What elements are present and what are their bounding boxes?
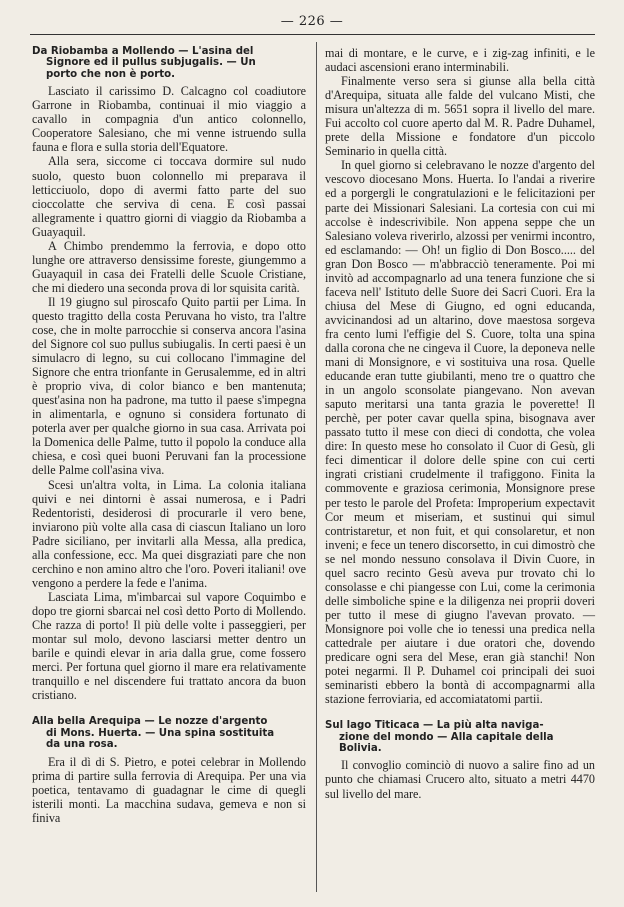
paragraph-continuation: mai di montare, e le curve, e i zig-zag infiniti, e le audaci ascensioni erano interminabili. (325, 46, 595, 75)
heading-line: Da Riobamba a Mollendo — L'asina del (32, 46, 254, 57)
heading-line: porto che non è porto. (46, 68, 176, 80)
paragraph: Lasciata Lima, m'imbarcai sul vapore Coquimbo e dopo tre giorni sbarcai nel così detto Porto di Mollendo. Che razza di porto! Il più delle volte i passeggieri, per montar sul molo, devono lasciarsi metter dentro un barile e quindi elevar in aria dalla grue, come fossero merci. Per fortuna quel giorno il mare era relativamente tranquillo e nel discendere fui trattato ancora da buon cristiano. (32, 589, 306, 703)
paragraph: Lasciato il carissimo D. Calcagno col coadiutore Garrone in Riobamba, continuai il mio viaggio a cavallo in compagnia d'un antico colonnello, Cooperatore Salesiano, che mi venne istruendo sulla fauna e flora e sulla storia dell'Equatore. (32, 84, 306, 155)
paragraph: Era il dì di S. Pietro, e potei celebrar in Mollendo prima di partire sulla ferrovia di Arequipa. Per una via poetica, tentavamo di guadagnar le cime di quegli isterili monti. La macchina sudava, gemeva e non si finiva (32, 754, 306, 825)
paragraph: In quel giorno si celebravano le nozze d'argento del vescovo diocesano Mons. Huerta. Io l'andai a riverire ed a porgergli le congratulazioni e le felicitazioni per parte dei Missionari Salesiani. La cortesia con cui mi accolse è indescrivibile. Non appena seppe che un Salesiano voleva riverirlo, alzossi per venirmi incontro, ed esclamando: — Oh! un figlio di Don Bosco..... del gran Don Bosco — m'abbracciò teneramente. Poi mi invitò ad accompagnarlo ad una tenera funzione che si faceva nell' Istituto delle Suore dei Sacri Cuori. Era la chiusa del Mese di Giugno, ed ogni educanda, avvicinandosi ad un altarino, dove maestosa sorgeva fra cento lumi l'effigie del S. Cuore, tolta una spina dalla corona che ne cingeva il Cuore, la deponeva nelle mani di Monsignore, e vi sostituiva una rosa. Quelle educande eran tutte giubilanti, meno tre o quattro che in un angolo sconsolate piangevano. Non avevan saputo meritarsi una tanta grazia le poverette! Il perchè, per poter cavar quella spina, bisognava aver passato tutto il mese con dieci di condotta, che volea dire: In questo mese ho consolato il Cuor di Gesù, gli feci dimenticar il dolore delle spine con cui certi ingrati cristiani crudelmente il trafiggono. Finita la commovente e graziosa cerimonia, Monsignore prese per testo le parole del Profeta: Improperium expectavit Cor meum et miseriam, et sustinui qui simul contristaretur, et non fuit, et qui consolaretur, et non inveni; e fece un tenero discorsetto, in cui dimostrò che se nel mondo nessuno consolava il Divin Cuore, in quel sacro recinto Gesù aveva pur trovato chi lo consolasse e chi piangesse con Lui, come la cerimonia delle simboliche spine e la diligenza nei proprii doveri per tutto il mese di giugno l'avevan provato. — Monsignore poi volle che io tenessi una predica nella cattedrale per aiutare i due oratori che, dovendo predicare ogni sera del Mese, eran già stanchi! Non potei negarmi. Il P. Duhamel coi principali dei suoi seminaristi ebbero la bontà di accompagnarmi alla stazione ferroviaria, ed accomiatatomi partii. (325, 158, 595, 707)
right-column (325, 46, 595, 801)
heading-line: Signore ed il pullus subjugalis. — Un (46, 57, 256, 69)
heading-line: Alla bella Arequipa — Le nozze d'argento (32, 716, 268, 728)
column-divider (316, 42, 317, 892)
header-rule (30, 34, 595, 35)
section-heading-titicaca (325, 720, 595, 754)
paragraph: Scesi un'altra volta, in Lima. La colonia italiana quivi e nei dintorni è assai numerosa, e i Padri Redentoristi, desiderosi di procurarle il vero bene, inviarono più volte alla casa di ciascun Italiano un loro Padre siciliano, per invitarli alla Messa, alla predica, alla confessione, ecc. Ma quei disgraziati pare che non cerchino e non amino altro che l'oro. Poveri italiani! ove vengono a perdere la fede e l'anima. (32, 477, 306, 590)
paragraph: Il convoglio cominciò di nuovo a salire fino ad un punto che chiamasi Crucero alto, situato a metri 4470 sul livello del mare. (325, 758, 595, 801)
paragraph: Finalmente verso sera si giunse alla bella città d'Arequipa, situata alle falde del vulcano Misti, che misura un'altezza di m. 5651 sopra il livello del mare. Fui accolto col cuore aperto dal M. R. Padre Duhamel, prete della Missione e fondatore d'un piccolo Seminario in quella città. (325, 74, 595, 159)
heading-line: Sul lago Titicaca — La più alta naviga- (325, 720, 544, 732)
heading-line: da una rosa. (46, 739, 118, 751)
heading-line: zione del mondo — Alla capitale della (339, 731, 554, 743)
section-heading-riobamba-mollendo (32, 46, 306, 80)
paragraph: Il 19 giugno sul piroscafo Quito partii per Lima. In questo tragitto della costa Peruvana ho visto, tra l'altre cose, che in molte parrocchie si conserva ancora l'asina del Signore col suo pullus subiugalis. In certi paesi è un simulacro di legno, su cui collocano l'immagine del Signore che entra trionfante in Gerusalemme, ed in altri è proprio viva, di color bianco e ben mantenuta; quest'asina non ha padrone, ma tutto il paese s'impegna in alimentarla, e ognuno si considera fortunato di poterla aver per qualche giorno in sua casa. Arrivata poi la Domenica delle Palme, tutto il popolo la conduce alla chiesa, e così quei buoni Peruvani fan la processione delle Palme coll'asina viva. (32, 294, 306, 478)
left-column (32, 46, 306, 825)
section-heading-arequipa (32, 716, 306, 750)
heading-line: Bolivia. (339, 743, 382, 755)
heading-line: di Mons. Huerta. — Una spina sostituita (46, 727, 275, 739)
paragraph: A Chimbo prendemmo la ferrovia, e dopo otto lunghe ore attraverso densissime foreste, giungemmo a Guayaquil in casa dei Fratelli delle Scuole Cristiane, che mi diedero una seconda prova di lor squisita carità. (32, 238, 306, 295)
paragraph: Alla sera, siccome ci toccava dormire sul nudo suolo, questo buon colonnello mi preparava il letticciuolo, dopo di avermi fatto parte del suo cioccolatte che serviva di cena. E così passai allegramente i quattro giorni di viaggio da Riobamba a Guayaquil. (32, 154, 306, 239)
page-number: — 226 — (280, 14, 344, 29)
